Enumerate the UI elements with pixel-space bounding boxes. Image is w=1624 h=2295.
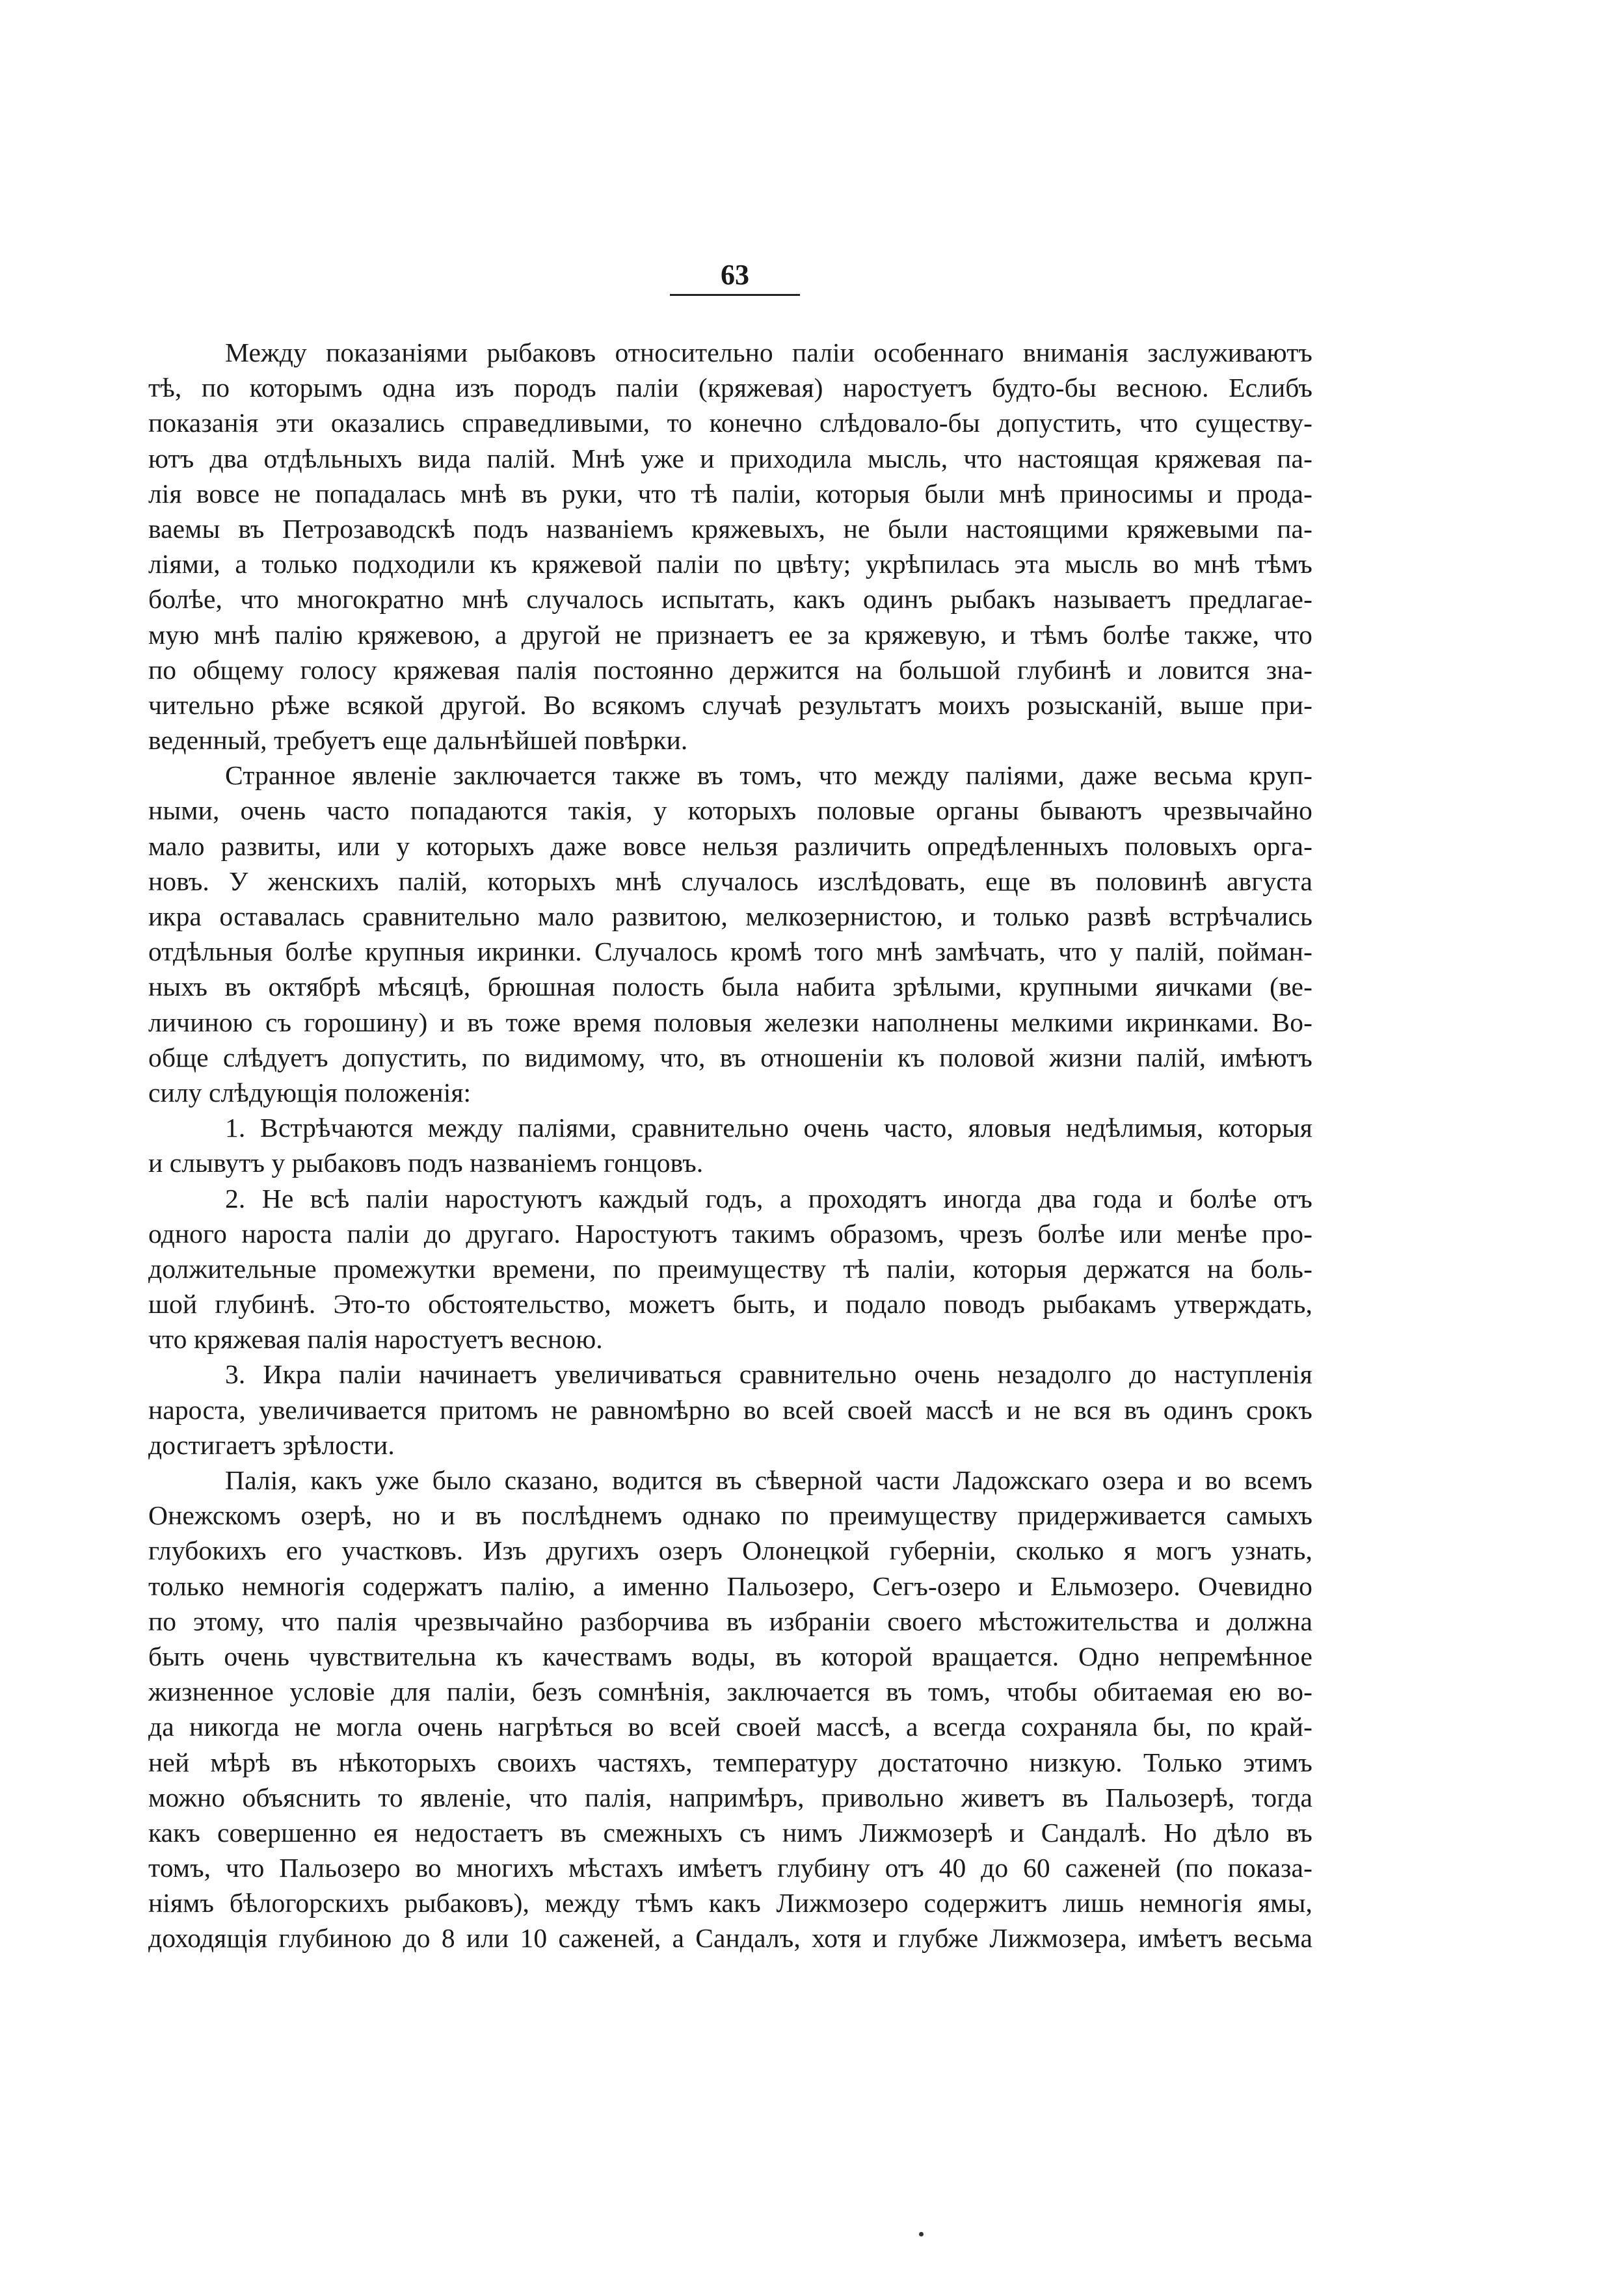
text-line: чительно рѣже всякой другой. Во всякомъ случаѣ результатъ моихъ розысканій, выше при-	[148, 689, 1312, 720]
text-line: силу слѣдующія положенія:	[148, 1077, 472, 1108]
text-line: ней мѣрѣ въ нѣкоторыхъ своихъ частяхъ, температуру достаточно низкую. Только этимъ	[148, 1747, 1312, 1777]
text-line: быть очень чувствительна къ качествамъ воды, въ которой вращается. Одно непремѣнное	[148, 1641, 1312, 1671]
text-line: нароста, увеличивается притомъ не равномѣрно во всей своей массѣ и не вся въ одинъ срокъ	[148, 1394, 1312, 1425]
text-line: достигаетъ зрѣлости.	[148, 1429, 395, 1460]
text-line: болѣе, что многократно мнѣ случалось испытать, какъ одинъ рыбакъ называетъ предлагае-	[148, 584, 1312, 615]
text-line: какъ совершенно ея недостаетъ въ смежныхъ съ нимъ Лижмозерѣ и Сандалѣ. Но дѣло въ	[148, 1817, 1312, 1848]
text-line: отдѣльныя болѣе крупныя икринки. Случалось кромѣ того мнѣ замѣчать, что у палій, пойман-	[148, 936, 1312, 967]
text-line: икра оставалась сравнительно мало развитою, мелкозернистою, и только развѣ встрѣчались	[148, 901, 1312, 931]
text-line: должительные промежутки времени, по преимуществу тѣ паліи, которыя держатся на боль-	[148, 1253, 1312, 1284]
text-line: лія вовсе не попадалась мнѣ въ руки, что тѣ паліи, которыя были мнѣ приносимы и прода-	[148, 478, 1312, 509]
text-line: личиною съ горошину) и въ тоже время половыя железки наполнены мелкими икринками. Во-	[148, 1007, 1312, 1037]
text-line: ютъ два отдѣльныхъ вида палій. Мнѣ уже и приходила мысль, что настоящая кряжевая па-	[148, 443, 1312, 473]
text-line: мую мнѣ палію кряжевою, а другой не признаетъ ее за кряжевую, и тѣмъ болѣе также, что	[148, 619, 1312, 650]
text-line: и слывутъ у рыбаковъ подъ названіемъ гонцовъ.	[148, 1148, 704, 1178]
header-rule	[670, 294, 800, 296]
text-line: Онежскомъ озерѣ, но и въ послѣднемъ однако по преимуществу придерживается самыхъ	[148, 1500, 1312, 1531]
text-line: что кряжевая палія наростуетъ весною.	[148, 1324, 603, 1355]
text-line: да никогда не могла очень нагрѣться во всей своей массѣ, а всегда сохраняла бы, по край-	[148, 1712, 1312, 1742]
text-line: новъ. У женскихъ палій, которыхъ мнѣ случалось изслѣдовать, еще въ половинѣ августа	[148, 866, 1312, 896]
text-line: 2. Не всѣ паліи наростуютъ каждый годъ, а проходятъ иногда два года и болѣе отъ	[225, 1183, 1312, 1214]
text-line: по этому, что палія чрезвычайно разборчива въ избраніи своего мѣстожительства и должна	[148, 1606, 1312, 1636]
text-line: Между показаніями рыбаковъ относительно паліи особеннаго вниманія заслуживаютъ	[225, 338, 1312, 367]
text-line: ваемы въ Петрозаводскѣ подъ названіемъ кряжевыхъ, не были настоящими кряжевыми па-	[148, 513, 1312, 544]
text-line: 1. Встрѣчаются между паліями, сравнительно очень часто, яловыя недѣлимыя, которыя	[225, 1113, 1312, 1143]
text-line: ліями, а только подходили къ кряжевой паліи по цвѣту; укрѣпилась эта мысль во мнѣ тѣмъ	[148, 549, 1312, 579]
text-line: веденный, требуетъ еще дальнѣйшей повѣрки.	[148, 725, 688, 756]
text-line: можно объяснить то явленіе, что палія, напримѣръ, привольно живетъ въ Пальозерѣ, тогда	[148, 1782, 1312, 1812]
page-number: 63	[721, 259, 749, 291]
text-line: тѣ, по которымъ одна изъ породъ паліи (кряжевая) наростуетъ будто-бы весною. Еслибъ	[148, 373, 1312, 403]
text-line: ніямъ бѣлогорскихъ рыбаковъ), между тѣмъ какъ Лижмозеро содержитъ лишь немногія ямы,	[148, 1888, 1312, 1918]
text-line: обще слѣдуетъ допустить, по видимому, что, въ отношеніи къ половой жизни палій, имѣютъ	[148, 1042, 1312, 1072]
text-line: мало развиты, или у которыхъ даже вовсе нельзя различить опредѣленныхъ половыхъ орга-	[148, 830, 1312, 861]
text-line: жизненное условіе для паліи, безъ сомнѣнія, заключается въ томъ, чтобы обитаемая ею во-	[148, 1677, 1312, 1707]
text-line: шой глубинѣ. Это-то обстоятельство, можетъ быть, и подало поводъ рыбакамъ утверждать,	[148, 1289, 1312, 1320]
text-line: 3. Икра паліи начинаетъ увеличиваться сравнительно очень незадолго до наступленія	[225, 1359, 1312, 1390]
text-line: томъ, что Пальозеро во многихъ мѣстахъ имѣетъ глубину отъ 40 до 60 саженей (по показа-	[148, 1853, 1312, 1883]
text-line: доходящія глубиною до 8 или 10 саженей, а Сандалъ, хотя и глубже Лижмозера, имѣетъ весьма	[148, 1923, 1312, 1954]
text-line: глубокихъ его участковъ. Изъ другихъ озеръ Олонецкой губерніи, сколько я могъ узнать,	[148, 1535, 1312, 1566]
print-speck	[919, 2232, 924, 2236]
page-header	[670, 259, 800, 296]
text-line: Палія, какъ уже было сказано, водится въ сѣверной части Ладожскаго озера и во всемъ	[225, 1465, 1312, 1495]
text-line: по общему голосу кряжевая палія постоянно держится на большой глубинѣ и ловится зна-	[148, 654, 1312, 685]
text-line: показанія эти оказались справедливыми, то конечно слѣдовало-бы допустить, что существу-	[148, 408, 1312, 438]
text-line: ными, очень часто попадаются такія, у которыхъ половые органы бываютъ чрезвычайно	[148, 795, 1312, 826]
text-line: одного нароста паліи до другаго. Наростуютъ такимъ образомъ, чрезъ болѣе или менѣе про-	[148, 1218, 1312, 1249]
body-text	[148, 335, 1312, 1956]
text-line: ныхъ въ октябрѣ мѣсяцѣ, брюшная полость была набита зрѣлыми, крупными яичками (ве-	[148, 972, 1312, 1002]
text-line: только немногія содержатъ палію, а именно Пальозеро, Сегъ-озеро и Ельмозеро. Очевидно	[148, 1571, 1312, 1601]
text-line: Странное явленіе заключается также въ томъ, что между паліями, даже весьма круп-	[225, 760, 1312, 791]
